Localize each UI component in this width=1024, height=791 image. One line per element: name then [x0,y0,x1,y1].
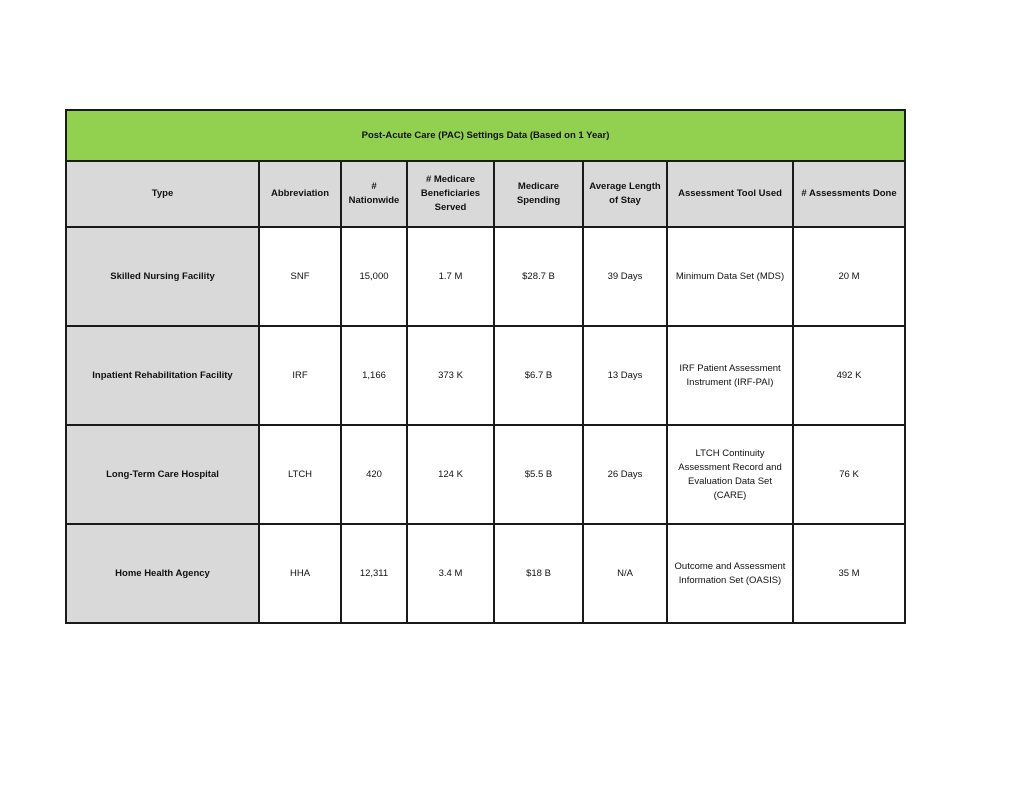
cell-spending: $28.7 B [494,227,583,326]
cell-spending: $5.5 B [494,425,583,524]
cell-avg-stay: 26 Days [583,425,667,524]
cell-beneficiaries: 3.4 M [407,524,494,623]
header-row [66,161,905,227]
cell-beneficiaries: 124 K [407,425,494,524]
cell-tool: IRF Patient Assessment Instrument (IRF-PAI) [667,326,793,425]
cell-assessments: 492 K [793,326,905,425]
cell-tool: Minimum Data Set (MDS) [667,227,793,326]
cell-nationwide: 420 [341,425,407,524]
cell-avg-stay: N/A [583,524,667,623]
cell-beneficiaries: 1.7 M [407,227,494,326]
cell-assessments: 20 M [793,227,905,326]
cell-spending: $6.7 B [494,326,583,425]
table-row [66,227,905,326]
cell-tool: LTCH Continuity Assessment Record and Evaluation Data Set (CARE) [667,425,793,524]
table-row [66,524,905,623]
table-title: Post-Acute Care (PAC) Settings Data (Based on 1 Year) [66,110,905,161]
cell-type: Long-Term Care Hospital [66,425,259,524]
cell-avg-stay: 39 Days [583,227,667,326]
header-spending: Medicare Spending [494,161,583,227]
cell-abbreviation: SNF [259,227,341,326]
cell-type: Skilled Nursing Facility [66,227,259,326]
header-nationwide: # Nationwide [341,161,407,227]
cell-abbreviation: HHA [259,524,341,623]
cell-assessments: 76 K [793,425,905,524]
table-row [66,425,905,524]
header-abbreviation: Abbreviation [259,161,341,227]
table-row [66,326,905,425]
cell-beneficiaries: 373 K [407,326,494,425]
pac-settings-table [65,109,906,624]
header-type: Type [66,161,259,227]
cell-type: Inpatient Rehabilitation Facility [66,326,259,425]
cell-assessments: 35 M [793,524,905,623]
cell-abbreviation: IRF [259,326,341,425]
cell-avg-stay: 13 Days [583,326,667,425]
header-tool: Assessment Tool Used [667,161,793,227]
cell-nationwide: 1,166 [341,326,407,425]
cell-abbreviation: LTCH [259,425,341,524]
header-assessments: # Assessments Done [793,161,905,227]
cell-nationwide: 15,000 [341,227,407,326]
cell-tool: Outcome and Assessment Information Set (OASIS) [667,524,793,623]
cell-type: Home Health Agency [66,524,259,623]
header-beneficiaries: # Medicare Beneficiaries Served [407,161,494,227]
cell-nationwide: 12,311 [341,524,407,623]
cell-spending: $18 B [494,524,583,623]
header-avg-stay: Average Length of Stay [583,161,667,227]
